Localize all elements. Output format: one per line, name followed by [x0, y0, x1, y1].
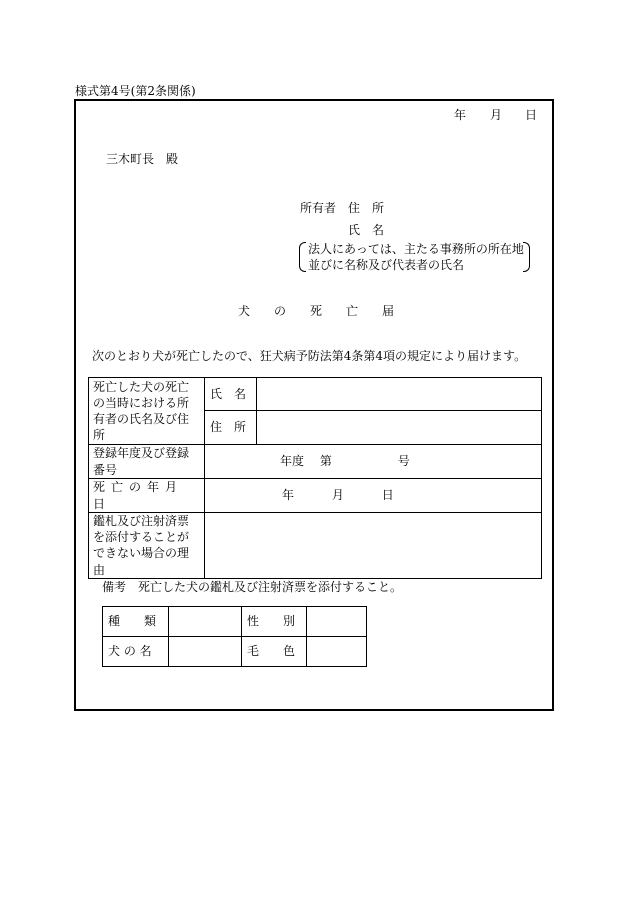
sex-label: 性 別 [242, 607, 307, 637]
registration-year-label: 年度 [280, 454, 305, 469]
owner-address-cell[interactable] [257, 411, 542, 445]
table-name-label: 氏 名 [205, 378, 257, 411]
form-title: 犬 の 死 亡 届 [238, 304, 395, 318]
owner-address-label: 住 所 [348, 201, 385, 215]
brace-right [523, 242, 530, 272]
date-day-label: 日 [525, 108, 538, 122]
reason-cell[interactable] [205, 513, 542, 579]
registration-cell[interactable] [205, 445, 542, 479]
body-text: 次のとおり犬が死亡したので、狂犬病予防法第4条第4項の規定により届けます。 [92, 349, 527, 363]
date-year-label: 年 [454, 108, 467, 122]
form-number: 様式第4号(第2条関係) [75, 84, 196, 98]
death-report-table [88, 377, 542, 579]
registration-label: 登録年度及び登録番号 [89, 445, 205, 479]
dog-name-cell[interactable] [169, 637, 242, 667]
date-month-label: 月 [490, 108, 503, 122]
coat-label: 毛 色 [242, 637, 307, 667]
coat-cell[interactable] [307, 637, 367, 667]
registration-no-suffix: 号 [397, 454, 410, 469]
remark: 備考 死亡した犬の鑑札及び注射済票を添付すること。 [102, 580, 403, 594]
death-month-label: 月 [331, 488, 344, 503]
death-day-label: 日 [381, 488, 394, 503]
table-address-label: 住 所 [205, 411, 257, 445]
owner-name-cell[interactable] [257, 378, 542, 411]
owner-name-label: 氏 名 [348, 223, 385, 237]
registration-no-label: 第 [319, 454, 332, 469]
owner-note-line1: 法人にあっては、主たる事務所の所在地 [308, 242, 524, 256]
death-date-label: 死亡の年月日 [89, 479, 205, 513]
owner-label: 所有者 [300, 201, 337, 215]
dog-name-label: 犬 の 名 [103, 637, 169, 667]
breed-label: 種 類 [103, 607, 169, 637]
brace-left [299, 242, 306, 272]
breed-cell[interactable] [169, 607, 242, 637]
death-date-cell[interactable] [205, 479, 542, 513]
reason-label: 鑑札及び注射済票を添付することができない場合の理由 [89, 513, 205, 579]
owner-row-label: 死亡した犬の死亡の当時における所有者の氏名及び住所 [89, 378, 205, 445]
death-year-label: 年 [282, 488, 295, 503]
owner-note-line2: 並びに名称及び代表者の氏名 [308, 258, 465, 272]
addressee: 三木町長 殿 [106, 152, 179, 166]
sex-cell[interactable] [307, 607, 367, 637]
dog-info-table [102, 606, 367, 667]
